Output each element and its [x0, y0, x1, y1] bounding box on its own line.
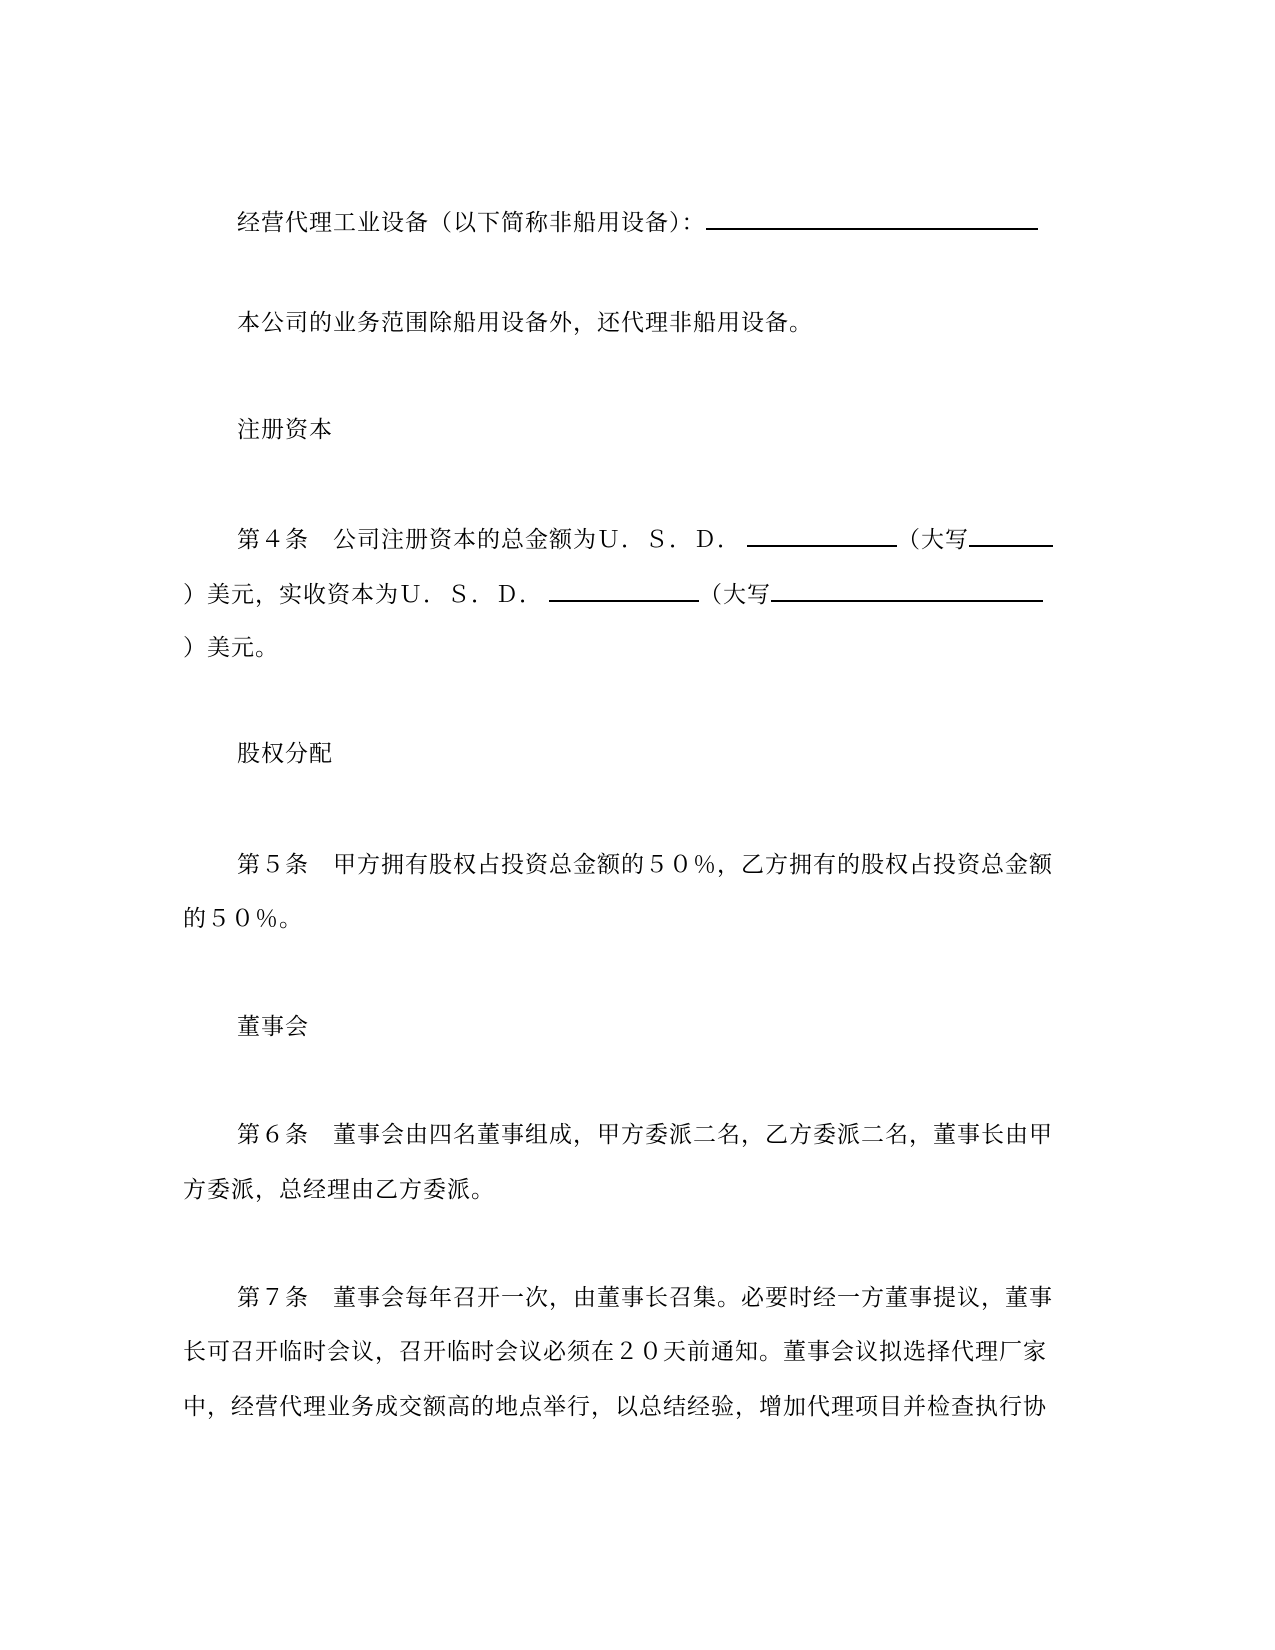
paragraph-text: 方委派，总经理由乙方委派。 [183, 1177, 495, 1203]
paragraph-text: （大写 [897, 527, 969, 553]
paragraph-text: 经营代理工业设备（以下简称非船用设备）： [237, 210, 706, 236]
article-4-line-3 [183, 628, 1083, 668]
fill-in-blank [969, 519, 1053, 547]
paragraph-text: 第７条 董事会每年召开一次，由董事长召集。必要时经一方董事提议，董事 [237, 1285, 1053, 1311]
section-heading-registered-capital [237, 410, 1083, 450]
article-6-line-1 [237, 1115, 1083, 1155]
fill-in-blank [706, 202, 1038, 230]
paragraph-text: 的５０％。 [183, 906, 303, 932]
article-7-line-1 [237, 1278, 1083, 1318]
heading-text: 注册资本 [237, 417, 333, 443]
heading-text: 董事会 [237, 1014, 309, 1040]
paragraph-non-marine-equipment [237, 202, 1083, 242]
article-5-line-1 [237, 845, 1083, 885]
section-heading-board [237, 1007, 1083, 1047]
article-7-line-2 [183, 1332, 1083, 1372]
paragraph-text: 本公司的业务范围除船用设备外，还代理非船用设备。 [237, 310, 813, 336]
paragraph-text: 中，经营代理业务成交额高的地点举行，以总结经验，增加代理项目并检查执行协 [183, 1394, 1047, 1420]
article-4-line-2 [183, 574, 1083, 614]
paragraph-text: ）美元，实收资本为Ｕ．Ｓ．Ｄ． [183, 582, 543, 608]
paragraph-text: 第４条 公司注册资本的总金额为Ｕ．Ｓ．Ｄ． [237, 527, 741, 553]
article-4-line-1 [237, 519, 1083, 559]
paragraph-text: （大写 [699, 582, 771, 608]
fill-in-blank [549, 574, 699, 602]
fill-in-blank [771, 574, 1043, 602]
section-heading-equity-distribution [237, 734, 1083, 774]
article-7-line-3 [183, 1387, 1083, 1427]
article-6-line-2 [183, 1170, 1083, 1210]
heading-text: 股权分配 [237, 741, 333, 767]
paragraph-text: ）美元。 [183, 635, 279, 661]
paragraph-text: 第６条 董事会由四名董事组成，甲方委派二名，乙方委派二名，董事长由甲 [237, 1122, 1053, 1148]
paragraph-text: 长可召开临时会议，召开临时会议必须在２０天前通知。董事会议拟选择代理厂家 [183, 1339, 1047, 1365]
article-5-line-2 [183, 899, 1083, 939]
fill-in-blank [747, 519, 897, 547]
paragraph-text: 第５条 甲方拥有股权占投资总金额的５０％，乙方拥有的股权占投资总金额 [237, 852, 1053, 878]
paragraph-business-scope [237, 303, 1083, 343]
